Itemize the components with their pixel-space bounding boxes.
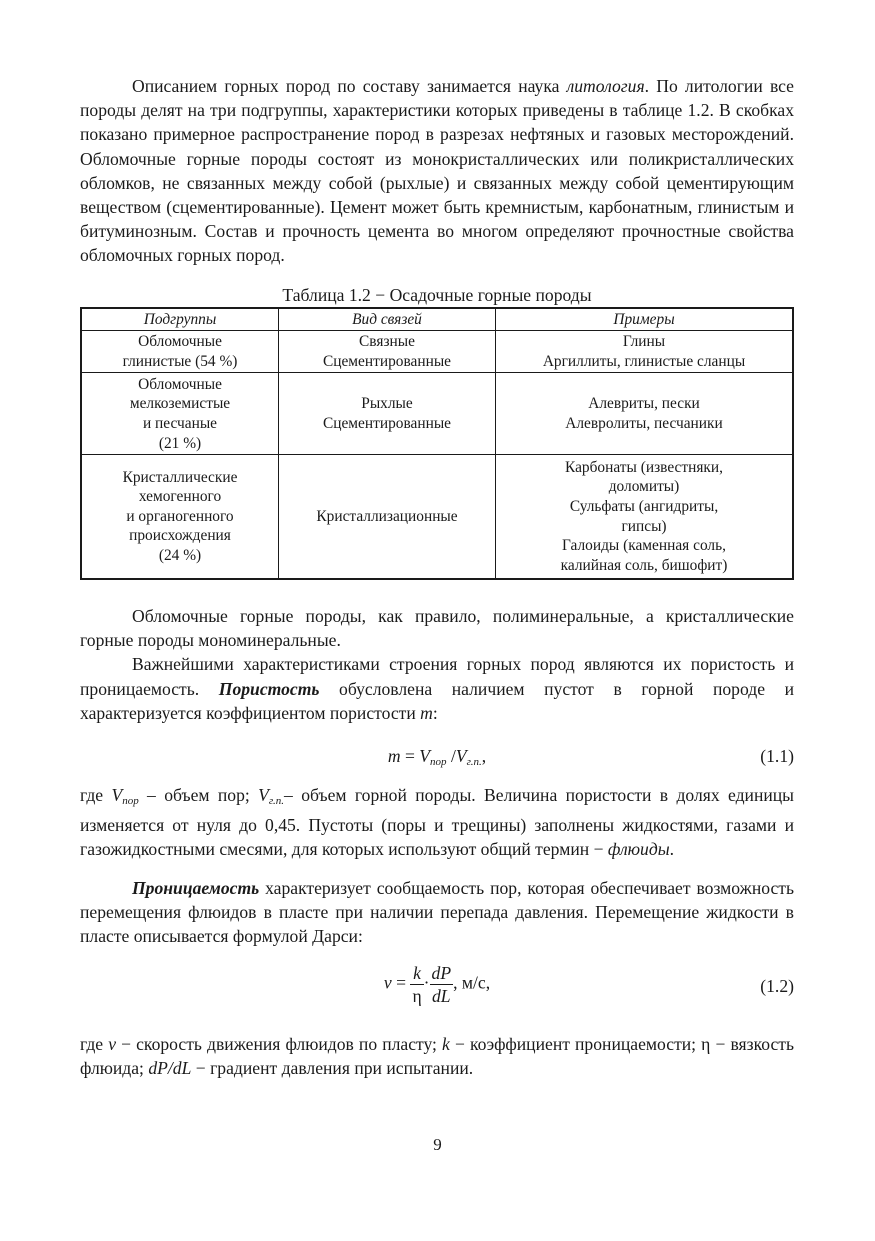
header-subgroups: Подгруппы: [81, 308, 279, 331]
formula-porosity: [80, 737, 794, 777]
table-row: [81, 455, 793, 579]
page-number: 9: [433, 1135, 442, 1154]
table-row: [81, 331, 793, 373]
paragraph-permeability: Проницаемость характеризует сообщаемость пор, которая обеспечивает возможность перемещения флюидов в пласте при наличии перепада давления. Перемещение жидкости в пласте описывается формулой Дарси:: [80, 877, 794, 946]
paragraph-lithology: Описанием горных пород по составу занимается наука литология. По литологии все породы делят на три подгруппы, характеристики которых приведены в таблице 1.2. В скобках показано примерное распространение пород в разрезах нефтяных и газовых месторождений. Обломочные горные породы состоят из монокристаллических или поликристаллических обломков, не связанных между собой (рыхлые) и связанных между собой цементирующим веществом (сцементированные). Цемент может быть кремнистым, карбонатным, глинистым и битуминозным. Состав и прочность цемента во многом определяют прочностные свойства обломочных горных пород.: [80, 76, 794, 266]
cell-bond: Рыхлые Сцементированные: [279, 373, 496, 455]
cell-bond: Связные Сцементированные: [279, 331, 496, 373]
paragraph-porosity-explained: где $V_{пор}$ – объем пор; $V_{г.п.}-$ объем горной породы. Величина пористости в долях единицы изменяется от нуля до 0,45. Пустоты (поры и трещины) заполнены жидкостями, газами и газожидкостными смесями, для которых используют общий термин − флюиды.: [80, 784, 795, 860]
cell-subgroup: Обломочные мелкоземистые и песчаные (21 %): [81, 373, 279, 455]
paragraph-porosity: Важнейшими характеристиками строения горных пород являются их пористость и проницаемость. Пористость обусловлена наличием пустот в горной породе и характеризуется коэффициентом пористости m:: [80, 654, 795, 723]
table-row: [81, 373, 793, 455]
cell-examples: Карбонаты (известняки, доломиты) Сульфаты (ангидриты, гипсы) Галоиды (каменная соль, калийная соль, бишофит): [496, 455, 794, 579]
cell-examples: Глины Аргиллиты, глинистые сланцы: [496, 331, 794, 373]
paragraph-darcy-explained: где v − скорость движения флюидов по пласту; k − коэффициент проницаемости; η − вязкость флюида; dP/dL − градиент давления при испытании.: [80, 1034, 794, 1079]
cell-subgroup: Кристаллические хемогенного и органогенного происхождения (24 %): [81, 455, 279, 579]
header-examples: Примеры: [496, 308, 794, 331]
formula-number: (1.2): [760, 976, 794, 997]
table-header-row: [81, 308, 793, 331]
formula-porosity-expression: $m = V_{пор}$ $/V_{г.п.}$,: [387, 745, 487, 768]
cell-examples: Алевриты, пески Алевролиты, песчаники: [496, 373, 794, 455]
cell-subgroup: Обломочные глинистые (54 %): [81, 331, 279, 373]
rocks-table: [80, 307, 794, 580]
cell-bond: Кристаллизационные: [279, 455, 496, 579]
formula-darcy: [80, 956, 794, 1018]
paragraph-mineral: Обломочные горные породы, как правило, полиминеральные, а кристаллические горные породы мономинеральные.: [80, 605, 794, 651]
formula-number: (1.1): [760, 745, 794, 766]
table-caption: Таблица 1.2 − Осадочные горные породы: [282, 284, 592, 305]
formula-darcy-expression: v = $\frac{k}{\eta}$ · $\frac{dP}{dL}$ , м/с,: [383, 963, 491, 1007]
header-bond-type: Вид связей: [279, 308, 496, 331]
page-content: [80, 74, 794, 1081]
